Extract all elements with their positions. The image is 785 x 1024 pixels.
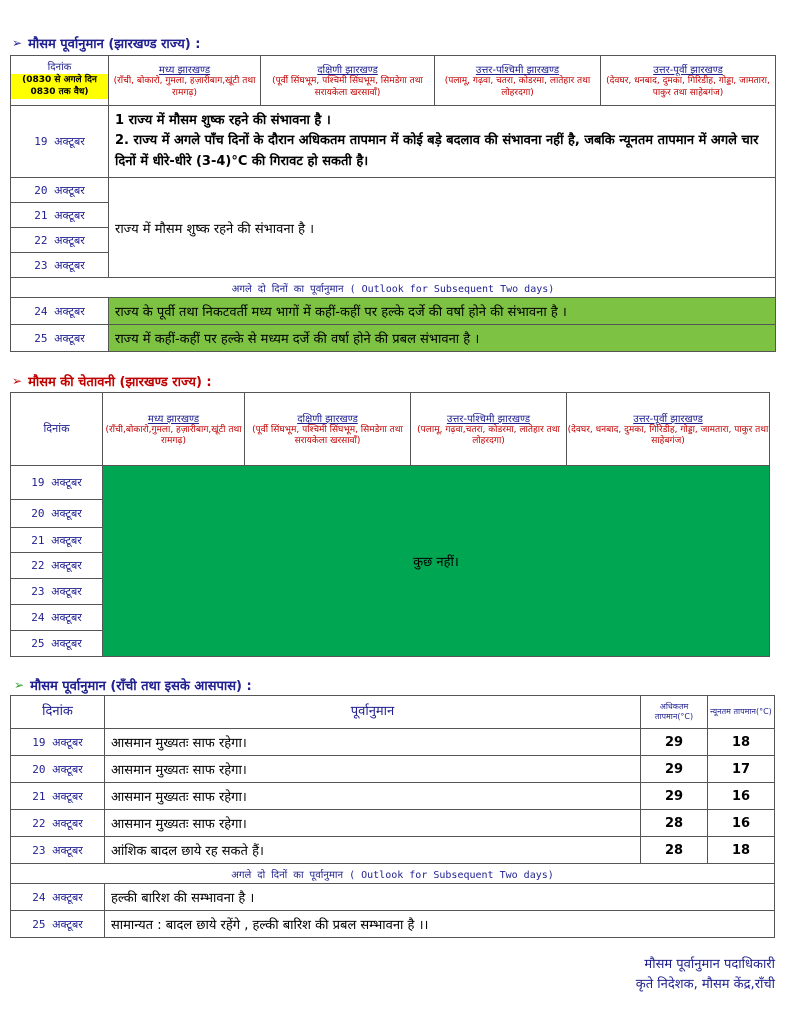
region-name: दक्षिणी झारखण्ड: [317, 65, 378, 77]
validity-note: (0830 से अगले दिन 0830 तक वैध): [11, 74, 108, 99]
min-temp: 18: [708, 729, 775, 756]
min-temp: 16: [708, 810, 775, 837]
date-cell: 23 अक्टूबर: [11, 253, 109, 278]
outlook-forecast: राज्य के पूर्वी तथा निकटवर्ती मध्य भागों में कहीं-कहीं पर हल्के दर्जे की वर्षा होने की संभावना है ।: [109, 298, 776, 325]
region-northwest-header: [435, 56, 601, 106]
signature-block: [636, 955, 775, 994]
region-south-header: [245, 393, 411, 466]
section3-title-text: मौसम पूर्वानुमान (राँची तथा इसके आसपास) :: [30, 679, 252, 694]
region-northwest-header: [411, 393, 567, 466]
region-districts: (पलामू, गढ़वा,चतरा, कोडरमा, लातेहार तथा लोहरदगा): [417, 424, 560, 446]
date-cell: 23 अक्टूबर: [11, 579, 103, 605]
forecast-line-2: 2. राज्य में अगले पाँच दिनों के दौरान अधिकतम तापमान में कोई बड़े बदलाव की संभावना नहीं है, जबकि न्यूनतम तापमान में अगले चार दिनों में धीरे-धीरे (3-4)°C की गिरावट हो सकती है।: [115, 133, 759, 169]
arrow-bullet-icon: ➢: [14, 678, 25, 692]
forecast-text: आंशिक बादल छाये रह सकते हैं।: [105, 837, 641, 864]
min-temp-header: न्यूनतम तापमान(°C): [708, 696, 775, 729]
min-temp: 17: [708, 756, 775, 783]
region-name: उत्तर-पश्चिमी झारखण्ड: [475, 65, 560, 77]
date-cell: 24 अक्टूबर: [11, 884, 105, 911]
outlook-forecast: राज्य में कहीं-कहीं पर हल्के से मध्यम दर्जे की वर्षा होने की प्रबल संभावना है ।: [109, 325, 776, 352]
forecast-line-1: 1 राज्य में मौसम शुष्क रहने की संभावना है ।: [115, 113, 331, 129]
region-districts: (देवघर, धनबाद, दुमका, गिरिडीह, गोड्डा, जामतारा, पाकुर तथा साहेबगंज): [606, 76, 770, 98]
forecast-text: आसमान मुख्यतः साफ रहेगा।: [105, 783, 641, 810]
days-2-5-forecast: राज्य में मौसम शुष्क रहने की संभावना है ।: [109, 178, 776, 278]
day1-forecast: [109, 106, 776, 178]
date-cell: 20 अक्टूबर: [11, 500, 103, 528]
date-cell: 19 अक्टूबर: [11, 106, 109, 178]
date-cell: 25 अक्टूबर: [11, 911, 105, 938]
section2-title: [12, 372, 212, 390]
forecast-text: आसमान मुख्यतः साफ रहेगा।: [105, 810, 641, 837]
forecast-text: आसमान मुख्यतः साफ रहेगा।: [105, 729, 641, 756]
date-cell: 23 अक्टूबर: [11, 837, 105, 864]
region-central-header: [109, 56, 261, 106]
date-cell: 21 अक्टूबर: [11, 783, 105, 810]
min-temp: 18: [708, 837, 775, 864]
forecast-text: आसमान मुख्यतः साफ रहेगा।: [105, 756, 641, 783]
date-cell: 19 अक्टूबर: [11, 466, 103, 500]
outlook-forecast: सामान्यत : बादल छाये रहेंगे , हल्की बारिश की प्रबल सम्भावना है ।।: [105, 911, 775, 938]
outlook-label: अगले दो दिनों का पूर्वानुमान ( Outlook for Subsequent Two days): [11, 278, 776, 298]
date-cell: 20 अक्टूबर: [11, 756, 105, 783]
date-header-cell: [11, 56, 109, 106]
warning-table: [10, 392, 770, 657]
date-cell: 24 अक्टूबर: [11, 605, 103, 631]
arrow-bullet-icon: ➢: [12, 374, 23, 388]
date-header: दिनांक: [11, 393, 103, 466]
date-header: दिनांक: [11, 696, 105, 729]
section1-title-text: मौसम पूर्वानुमान (झारखण्ड राज्य) :: [28, 37, 201, 52]
date-header: दिनांक: [47, 61, 72, 73]
region-name: मध्य झारखण्ड: [147, 413, 200, 425]
max-temp: 29: [641, 783, 708, 810]
max-temp: 29: [641, 729, 708, 756]
date-cell: 22 अक्टूबर: [11, 228, 109, 253]
max-temp: 28: [641, 810, 708, 837]
warning-none: कुछ नहीं।: [103, 466, 770, 657]
region-central-header: [103, 393, 245, 466]
date-cell: 21 अक्टूबर: [11, 203, 109, 228]
section1-title: [12, 34, 200, 52]
region-name: उत्तर-पूर्वी झारखण्ड: [653, 65, 723, 77]
region-districts: (देवघर, धनबाद, दुमका, गिरिडीह, गोड्डा, जामतारा, पाकुर तथा साहेबगंज): [567, 424, 769, 446]
outlook-label: अगले दो दिनों का पूर्वानुमान ( Outlook for Subsequent Two days): [11, 864, 775, 884]
region-south-header: [261, 56, 435, 106]
date-cell: 24 अक्टूबर: [11, 298, 109, 325]
region-northeast-header: [567, 393, 770, 466]
section3-title: [14, 676, 252, 694]
signature-line-2: कृते निदेशक, मौसम केंद्र,राँची: [635, 976, 775, 992]
date-cell: 19 अक्टूबर: [11, 729, 105, 756]
outlook-forecast: हल्की बारिश की सम्भावना है ।: [105, 884, 775, 911]
region-districts: (पलामू, गढ़वा, चतरा, कोडरमा, लातेहार तथा लोहरदगा): [444, 76, 591, 98]
date-cell: 21 अक्टूबर: [11, 528, 103, 553]
region-districts: (पूर्वी सिंघभूम, पश्चिमी सिंघभूम, सिमडेगा तथा सरायकेला खरसावाँ): [272, 76, 423, 98]
state-forecast-table: [10, 55, 776, 352]
region-name: उत्तर-पूर्वी झारखण्ड: [633, 413, 703, 425]
region-name: मध्य झारखण्ड: [158, 65, 211, 77]
date-cell: 25 अक्टूबर: [11, 631, 103, 657]
date-cell: 20 अक्टूबर: [11, 178, 109, 203]
min-temp: 16: [708, 783, 775, 810]
signature-line-1: मौसम पूर्वानुमान पदाधिकारी: [644, 957, 775, 972]
date-cell: 22 अक्टूबर: [11, 810, 105, 837]
ranchi-forecast-table: [10, 695, 775, 938]
region-northeast-header: [601, 56, 776, 106]
region-districts: (राँची, बोकारो, गुमला, हज़ारीबाग,खूंटी तथा रामगढ़): [113, 76, 256, 98]
section2-title-text: मौसम की चेतावनी (झारखण्ड राज्य) :: [28, 375, 212, 390]
region-name: उत्तर-पश्चिमी झारखण्ड: [446, 413, 531, 425]
arrow-bullet-icon: ➢: [12, 36, 23, 50]
date-cell: 25 अक्टूबर: [11, 325, 109, 352]
region-districts: (पूर्वी सिंघभूम, पश्चिमी सिंघभूम, सिमडेगा तथा सरायकेला खरसावाँ): [252, 424, 403, 446]
max-temp-header: अधिकतम तापमान(°C): [641, 696, 708, 729]
date-cell: 22 अक्टूबर: [11, 553, 103, 579]
forecast-header: पूर्वानुमान: [105, 696, 641, 729]
region-districts: (राँची,बोकारो,गुमला, हज़ारीबाग,खूंटी तथा रामगढ़): [105, 424, 242, 446]
max-temp: 28: [641, 837, 708, 864]
region-name: दक्षिणी झारखण्ड: [297, 413, 358, 425]
max-temp: 29: [641, 756, 708, 783]
